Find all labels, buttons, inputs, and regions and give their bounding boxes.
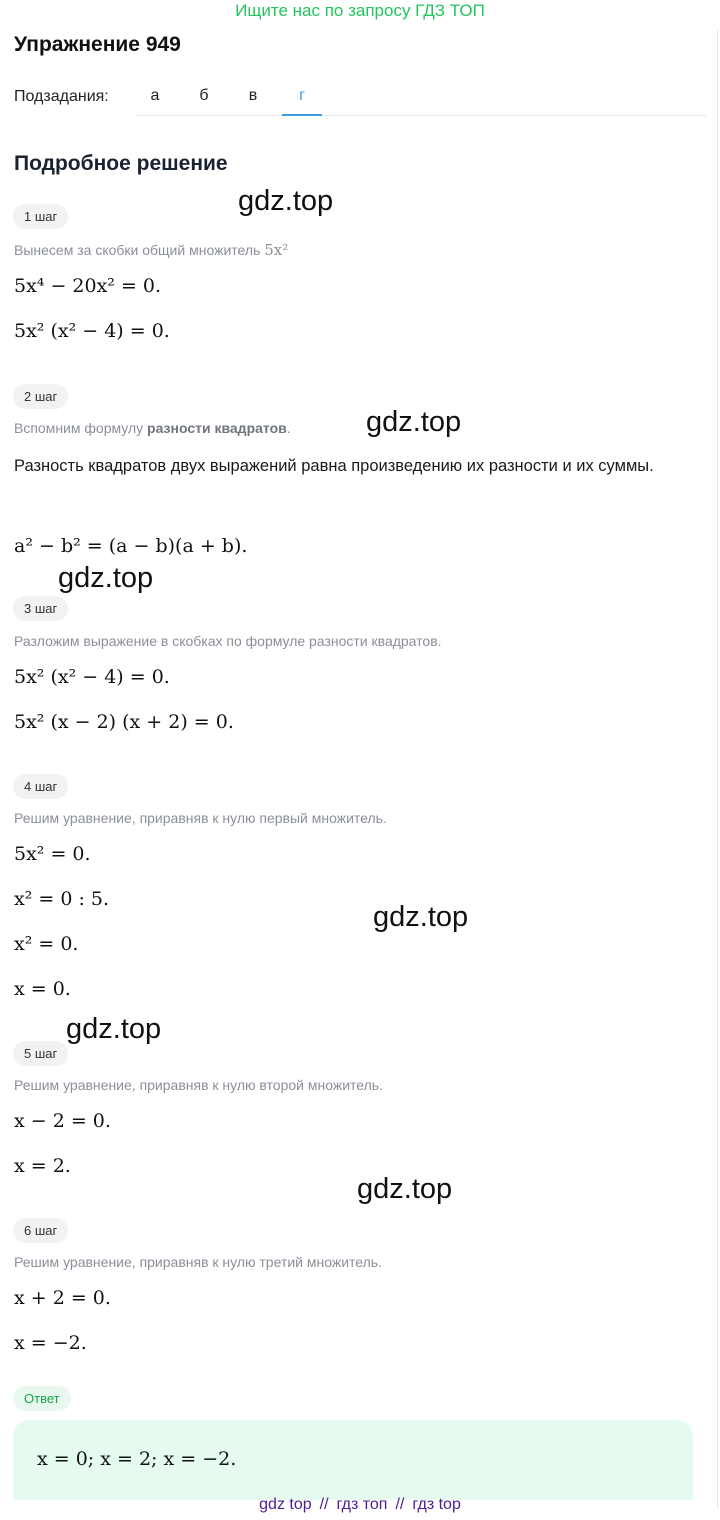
step-6-line-1: x + 2 = 0. <box>14 1287 111 1309</box>
step-1-hint <box>14 241 288 259</box>
step-1-line-1: 5x⁴ − 20x² = 0. <box>14 275 162 297</box>
step-4-line-1: 5x² = 0. <box>14 843 91 865</box>
watermark-1: gdz.top <box>238 185 334 217</box>
footer-link-2[interactable]: гдз топ <box>336 1496 388 1513</box>
step-4-line-4: x = 0. <box>14 978 71 1000</box>
footer-separator-1: // <box>319 1496 329 1513</box>
step-5-hint: Решим уравнение, приравняв к нулю второй множитель. <box>14 1077 383 1093</box>
subtask-tab-g[interactable]: г <box>282 78 322 116</box>
watermark-2: gdz.top <box>366 406 462 438</box>
step-3-line-2: 5x² (x − 2) (x + 2) = 0. <box>14 711 234 733</box>
answer-value: x = 0; x = 2; x = −2. <box>37 1448 237 1470</box>
step-2-badge: 2 шаг <box>13 384 68 409</box>
step-2-hint-end: . <box>286 420 291 436</box>
subtask-tab-v[interactable]: в <box>248 87 258 104</box>
watermark-6: gdz.top <box>357 1173 453 1205</box>
step-3-badge: 3 шаг <box>13 596 68 621</box>
step-4-hint: Решим уравнение, приравняв к нулю первый множитель. <box>14 810 387 826</box>
step-6-line-2: x = −2. <box>14 1332 87 1354</box>
watermark-5: gdz.top <box>66 1013 162 1045</box>
step-4-badge: 4 шаг <box>13 774 68 799</box>
search-banner: Ищите нас по запросу ГДЗ ТОП <box>235 1 485 20</box>
step-3-hint: Разложим выражение в скобках по формуле разности квадратов. <box>14 633 442 649</box>
step-1-hint-math: 5x² <box>264 241 289 259</box>
step-5-badge: 5 шаг <box>13 1041 68 1066</box>
step-2-rule: Разность квадратов двух выражений равна произведению их разности и их суммы. <box>14 457 654 475</box>
footer-link-3[interactable]: гдз top <box>412 1496 461 1513</box>
subtasks-bar <box>14 78 694 116</box>
step-1-badge: 1 шаг <box>13 204 68 229</box>
step-1-line-2: 5x² (x² − 4) = 0. <box>14 320 170 342</box>
footer-separator-2: // <box>395 1496 405 1513</box>
step-4-line-2: x² = 0 : 5. <box>14 888 110 910</box>
step-5-line-1: x − 2 = 0. <box>14 1110 111 1132</box>
step-5-line-2: x = 2. <box>14 1155 71 1177</box>
answer-badge: Ответ <box>13 1386 71 1411</box>
step-3-line-1: 5x² (x² − 4) = 0. <box>14 666 170 688</box>
page-border <box>717 30 718 1510</box>
answer-box <box>13 1420 693 1500</box>
solution-heading: Подробное решение <box>14 152 228 175</box>
subtasks-label: Подзадания: <box>14 88 109 105</box>
footer-links <box>0 1493 720 1520</box>
step-6-hint: Решим уравнение, приравняв к нулю третий множитель. <box>14 1254 382 1270</box>
subtask-tab-a[interactable]: а <box>150 87 160 104</box>
subtask-tab-b[interactable]: б <box>199 87 209 104</box>
step-2-hint-bold: разности квадратов <box>147 420 287 436</box>
page-title: Упражнение 949 <box>14 33 181 56</box>
step-1-hint-text: Вынесем за скобки общий множитель <box>14 242 265 258</box>
watermark-3: gdz.top <box>58 562 154 594</box>
step-6-badge: 6 шаг <box>13 1218 68 1243</box>
step-2-line-1: a² − b² = (a − b)(a + b). <box>14 535 248 557</box>
step-2-hint-text: Вспомним формулу <box>14 420 148 436</box>
footer-link-1[interactable]: gdz top <box>259 1496 312 1513</box>
watermark-4: gdz.top <box>373 901 469 933</box>
step-2-hint <box>14 420 291 436</box>
step-4-line-3: x² = 0. <box>14 933 79 955</box>
